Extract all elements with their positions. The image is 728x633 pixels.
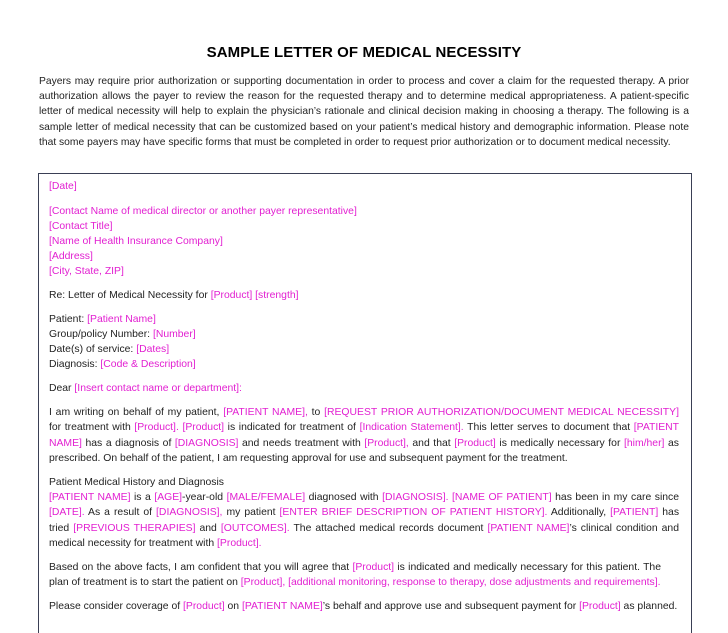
intro-paragraph: Payers may require prior authorization or supporting documentation in order to process and cover a claim for the requested therapy. A prior authorization allows the payer to review the reason for the requested therapy and to determine medical appropriateness. A patient-specific letter of medical necessity will help to explain the physician’s rationale and clinical decision making in choosing a therapy. The following is a sample letter of medical necessity that can be customized based on your patient’s medical history and demographic information. Please note that some payers may have specific forms that must be completed in order to request prior authorization or to document medical necessity. bbox=[39, 76, 689, 148]
address-city: [City, State, ZIP] bbox=[49, 266, 124, 277]
paragraph-conclusion: Based on the above facts, I am confident that you will agree that [Product] is indicated and medically necessary for this patient. The plan of treatment is to start the patient on [Product], [additional monitoring, response to therapy, dose adjustments and requirements]. bbox=[49, 562, 661, 589]
group-line: Group/policy Number: [Number] bbox=[49, 329, 196, 340]
paragraph-request: I am writing on behalf of my patient, [PATIENT NAME], to [REQUEST PRIOR AUTHORIZATION/DOCUMENT MEDICAL NECESSITY] for treatment with [Product]. [Product] is indicated for treatment of [Indication Statement]. This letter serves to document that [PATIENT NAME] has a diagnosis of [DIAGNOSIS] and needs treatment with [Product], and that [Product] is medically necessary for [him/her] as prescribed. On behalf of the patient, I am requesting approval for use and subsequent payment for the treatment. bbox=[49, 407, 680, 465]
history-heading: Patient Medical History and Diagnosis bbox=[49, 477, 224, 488]
re-line: Re: Letter of Medical Necessity for [Product] [strength] bbox=[49, 290, 299, 301]
paragraph-history: [PATIENT NAME] is a [AGE]-year-old [MALE/FEMALE] diagnosed with [DIAGNOSIS]. [NAME OF PATIENT] has been in my care since [DATE]. As a result of [DIAGNOSIS], my patient [ENTER BRIEF DESCRIPTION OF PATIENT HISTORY]. Additionally, [PATIENT] has tried [PREVIOUS THERAPIES] and [OUTCOMES]. The attached medical records document [PATIENT NAME]’s clinical condition and medical necessity for treatment with [Product]. bbox=[49, 492, 680, 550]
address-insurer: [Name of Health Insurance Company] bbox=[49, 236, 223, 247]
dates-line: Date(s) of service: [Dates] bbox=[49, 344, 170, 355]
salutation: Dear [Insert contact name or department]: bbox=[49, 383, 242, 394]
letter-date: [Date] bbox=[49, 181, 77, 192]
patient-line: Patient: [Patient Name] bbox=[49, 314, 156, 325]
address-contact-name: [Contact Name of medical director or another payer representative] bbox=[49, 206, 357, 217]
address-contact-title: [Contact Title] bbox=[49, 221, 113, 232]
address-street: [Address] bbox=[49, 251, 93, 262]
page-title: SAMPLE LETTER OF MEDICAL NECESSITY bbox=[206, 44, 522, 61]
diagnosis-line: Diagnosis: [Code & Description] bbox=[49, 359, 196, 370]
paragraph-coverage: Please consider coverage of [Product] on [PATIENT NAME]’s behalf and approve use and subsequent payment for [Product] as planned. bbox=[49, 601, 678, 612]
